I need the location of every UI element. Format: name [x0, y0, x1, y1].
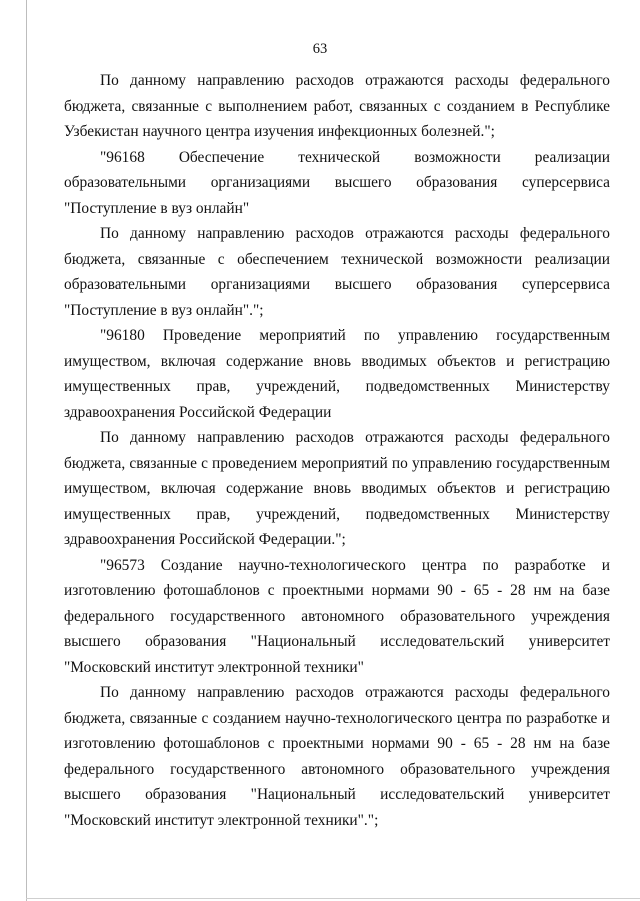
- paragraph-7: По данному направлению расходов отражаются расходы федерального бюджета, связанные с созданием научно-технологического центра по разработке и изготовлению фотошаблонов с проектными нормами 90 - 65 - 28 нм на базе федерального государственного автономного образовательного учреждения высшего образования "Национальный исследовательский университет "Московский институт электронной техники".";: [64, 684, 610, 829]
- paragraph-2: "96168 Обеспечение технической возможности реализации образовательными организациями высшего образования суперсервиса "Поступление в вуз онлайн": [64, 148, 610, 217]
- page-bottom-edge: [26, 898, 640, 899]
- page-number: 63: [312, 41, 328, 57]
- paragraph-4: "96180 Проведение мероприятий по управлению государственным имуществом, включая содержание вновь вводимых объектов и регистрацию имущественных прав, учреждений, подведомственных Министерству здравоохранения Российской Федерации: [64, 327, 610, 421]
- paragraph-1: По данному направлению расходов отражаются расходы федерального бюджета, связанные с выполнением работ, связанных с созданием в Республике Узбекистан научного центра изучения инфекционных болезней.";: [64, 72, 610, 140]
- paragraph-3: По данному направлению расходов отражаются расходы федерального бюджета, связанные с обеспечением технической возможности реализации образовательными организациями высшего образования суперсервиса "Поступление в вуз онлайн".";: [64, 225, 610, 319]
- paragraph-5: По данному направлению расходов отражаются расходы федерального бюджета, связанные с проведением мероприятий по управлению государственным имуществом, включая содержание вновь вводимых объектов и регистрацию имущественных прав, учреждений, подведомственных Министерству здравоохранения Российской Федерации.";: [64, 429, 610, 548]
- paragraph-6: "96573 Создание научно-технологического центра по разработке и изготовлению фотошаблонов с проектными нормами 90 - 65 - 28 нм на базе федерального государственного автономного образовательного учреждения высшего образования "Национальный исследовательский университет "Московский институт электронной техники": [64, 556, 610, 676]
- document-body: [64, 68, 610, 833]
- page-left-edge: [26, 0, 27, 901]
